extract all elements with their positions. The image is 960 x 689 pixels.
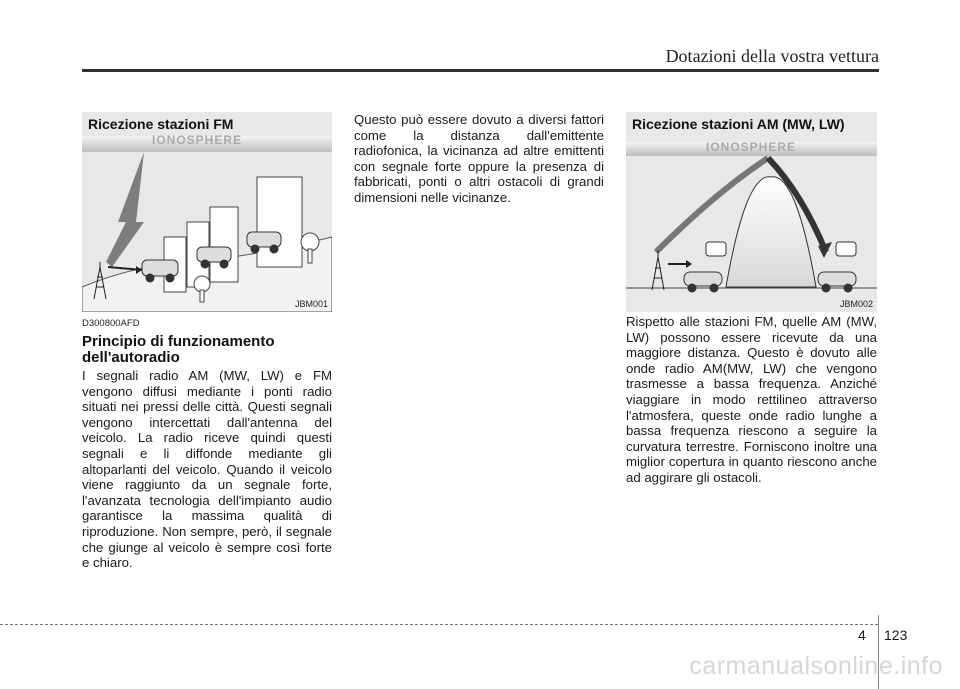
figure-code: JBM002 [839,299,873,309]
radio-tower-icon [652,250,664,290]
section-title: Dotazioni della vostra vettura [665,46,879,66]
figure-am-reception [626,112,877,312]
figure-code: JBM001 [294,299,328,309]
section-code: D300800AFD [82,318,140,329]
figure-title: Ricezione stazioni FM [88,116,234,132]
building [210,207,238,282]
figure-fm-reception [82,112,332,312]
lightning-icon [106,152,144,267]
paragraph-middle: Questo può essere dovuto a diversi fattori come la distanza dall'emittente radiofonica, la vicinanza ad altre emittenti con segnale forte oppure la presenza di fabbricati, ponti o altri ostacoli di grandi dimensioni nelle vicinanze. [354,112,604,205]
car-icon [818,272,856,292]
ionosphere-label: IONOSPHERE [152,133,243,147]
footer-rule [0,624,878,625]
page-number: 123 [884,627,908,643]
figure-title: Ricezione stazioni AM (MW, LW) [632,116,845,132]
ionosphere-label: IONOSPHERE [706,140,797,154]
paragraph-right: Rispetto alle stazioni FM, quelle AM (MW, LW) possono essere ricevute da una maggiore distanza. Questo è dovuto alle onde radio AM(MW, LW) che vengono trasmesse a bassa frequenza. Anziché viaggiare in modo rettilineo attraverso l'atmosfera, queste onde radio lunghe a bassa frequenza riescono a seguire la curvatura terrestre. Forniscono inoltre una miglior copertura in quanto riescono anche ad aggirare gli ostacoli. [626,314,877,485]
paragraph-left: I segnali radio AM (MW, LW) e FM vengono diffusi mediante i ponti radio situati nei pressi delle città. Questi segnali vengono intercettati dall'antenna del veicolo. La radio riceve quindi questi segnali e li diffonde mediante gli altoparlanti del veicolo. Quando il veicolo viene raggiunto da un segnale forte, l'avanzata tecnologia dell'impianto audio garantisce la massima qualità di riproduzione. Non sempre, però, il segnale che giunge al veicolo è sempre così forte e chiaro. [82,368,332,571]
chapter-number: 4 [858,627,866,643]
section-heading: Principio di funzionamento dell'autoradio [82,333,275,366]
watermark: carmanualsonline.info [689,652,943,680]
mountain-shape [726,177,816,287]
car-icon [684,272,722,292]
building [257,177,302,267]
header-rule [82,69,879,72]
